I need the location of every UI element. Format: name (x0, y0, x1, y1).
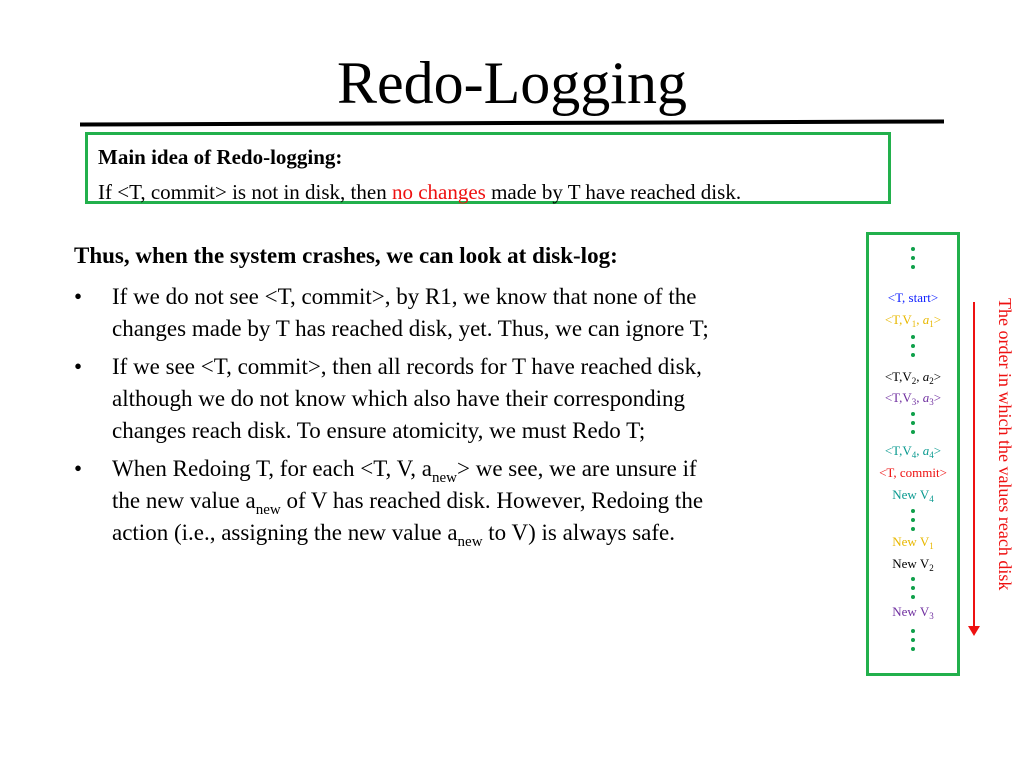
ellipsis-icon (869, 575, 957, 601)
subscript: 1 (911, 319, 917, 329)
text-run: of V has reached disk. However, Redoing the (280, 488, 704, 513)
bullet-marker: • (74, 354, 83, 379)
subscript: 4 (911, 450, 917, 460)
text-run: New V (892, 487, 930, 502)
bullet-line (112, 485, 709, 517)
new-value-v3 (869, 604, 957, 620)
bullet-item-redo (74, 351, 709, 447)
log-update-record (869, 369, 957, 385)
text-run: > (933, 443, 942, 458)
bullet-line: If we do not see <T, commit>, by R1, we know that none of the (112, 284, 697, 309)
subscript: 3 (911, 397, 917, 407)
bullet-line: changes made by T has reached disk, yet. Thus, we can ignore T; (112, 316, 709, 341)
ellipsis-icon (869, 245, 957, 271)
bullet-list (74, 281, 709, 555)
title-underline (80, 119, 944, 126)
subscript-new: new (457, 534, 483, 550)
slide-title: Redo-Logging (337, 50, 687, 116)
main-idea-heading: Main idea of Redo-logging: (98, 145, 343, 169)
new-value-v2 (869, 556, 957, 572)
bullet-line: If we see <T, commit>, then all records for T have reached disk, (112, 354, 702, 379)
text-run: New V (892, 604, 930, 619)
ellipsis-icon (869, 627, 957, 653)
disk-log-box (866, 232, 960, 676)
new-value-v1 (869, 534, 957, 550)
log-update-record (869, 443, 957, 459)
subscript: 3 (929, 611, 934, 621)
order-label-text: The order in which the values reach disk (995, 298, 1015, 591)
text-run: > (933, 369, 942, 384)
text-run: a (922, 312, 930, 327)
text-run: <T,V (884, 312, 912, 327)
text-run: > we see, we are unsure if (456, 456, 697, 481)
text-run: New V (892, 556, 930, 571)
text-run: When Redoing T, for each <T, V, a (112, 456, 432, 481)
main-idea-text-after: made by T have reached disk. (485, 180, 742, 204)
text-run: New V (892, 534, 930, 549)
order-arrow-shaft (973, 302, 975, 628)
text-run: <T,V (884, 390, 912, 405)
ellipsis-icon (869, 410, 957, 436)
subscript-new: new (255, 502, 281, 518)
bullet-marker: • (74, 284, 83, 309)
main-idea-text (98, 179, 741, 205)
text-run: > (933, 390, 942, 405)
main-idea-text-before: If <T, commit> is not in disk, then (98, 180, 392, 204)
bullet-line: changes reach disk. To ensure atomicity, we must Redo T; (112, 418, 646, 443)
order-label (994, 298, 1016, 628)
main-idea-box (85, 132, 891, 204)
text-run: <T,V (884, 369, 912, 384)
bullet-line: although we do not know which also have their corresponding (112, 386, 685, 411)
bullet-marker: • (74, 456, 83, 481)
subscript: 4 (929, 494, 934, 504)
log-commit-record: <T, commit> (879, 465, 947, 480)
text-run: > (933, 312, 942, 327)
subscript: 1 (929, 541, 934, 551)
text-run: , (916, 443, 923, 458)
subscript: 3 (929, 397, 934, 407)
text-run: action (i.e., assigning the new value a (112, 520, 458, 545)
text-run: , (916, 312, 923, 327)
log-start-record: <T, start> (887, 290, 939, 305)
ellipsis-icon (869, 507, 957, 533)
bullet-item-safe (74, 453, 709, 549)
text-run: , (916, 369, 923, 384)
text-run: a (922, 369, 930, 384)
main-idea-highlight: no changes (391, 180, 486, 204)
new-value-v4 (869, 487, 957, 503)
subscript-new: new (431, 470, 457, 486)
bullet-line (112, 453, 709, 485)
text-run: the new value a (112, 488, 256, 513)
subscript: 4 (929, 450, 934, 460)
text-run: to V) is always safe. (482, 520, 676, 545)
ellipsis-icon (869, 333, 957, 359)
subscript: 1 (929, 319, 934, 329)
bullet-line (112, 517, 709, 549)
text-run: , (916, 390, 923, 405)
subscript: 2 (929, 376, 934, 386)
bullet-item-ignore (74, 281, 709, 345)
text-run: a (922, 390, 930, 405)
text-run: <T,V (884, 443, 912, 458)
crash-heading: Thus, when the system crashes, we can look at disk-log: (74, 243, 618, 268)
log-update-record (869, 390, 957, 406)
subscript: 2 (929, 563, 934, 573)
arrow-down-icon (968, 626, 980, 636)
subscript: 2 (911, 376, 917, 386)
log-update-record (869, 312, 957, 328)
text-run: a (922, 443, 930, 458)
